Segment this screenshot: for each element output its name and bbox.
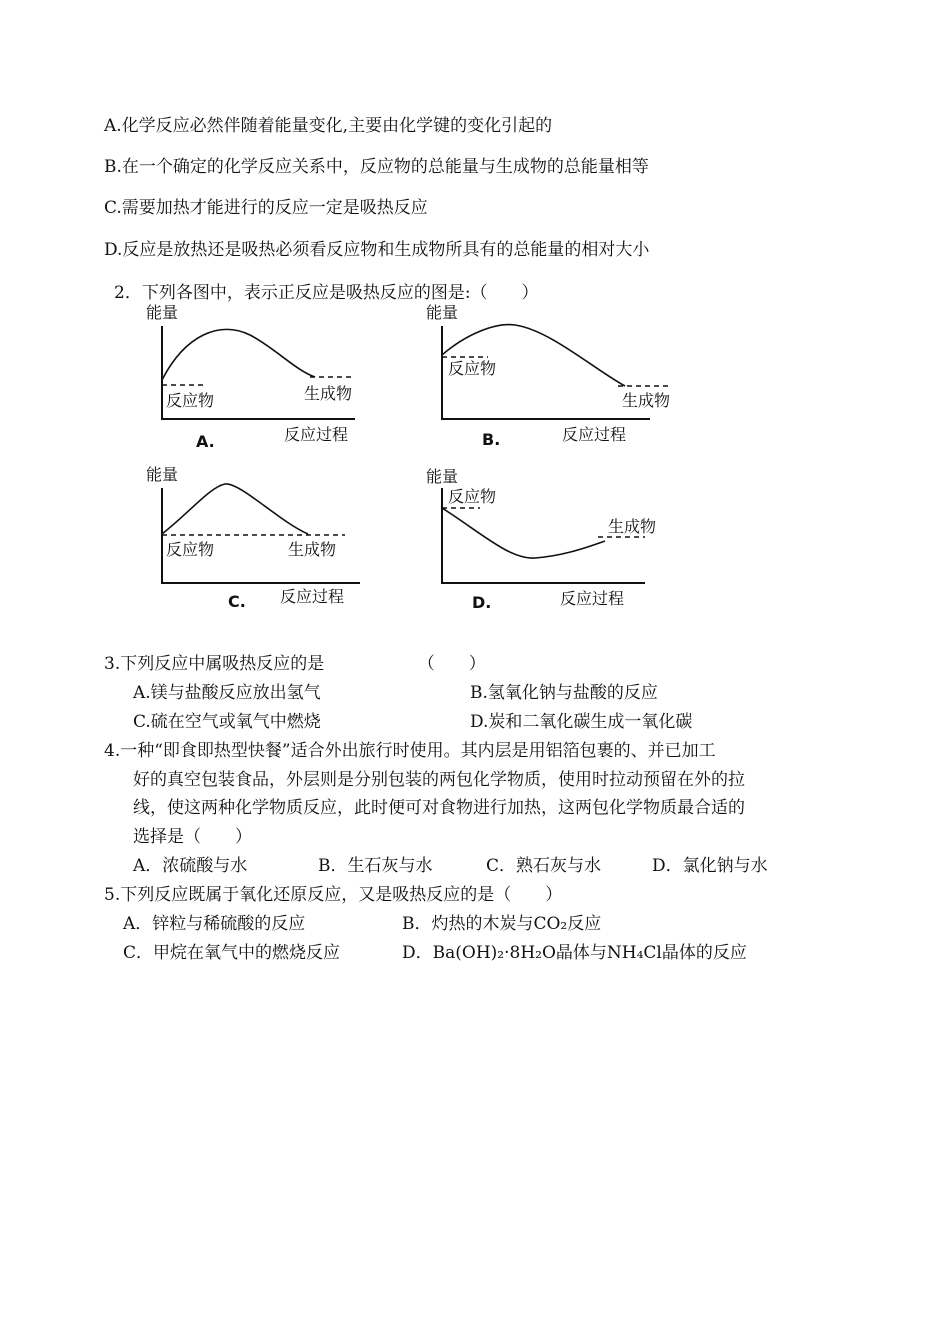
reactant-label: 反应物 (448, 359, 497, 378)
option-letter: D. (472, 593, 492, 612)
q4-line-1: 4.一种“即食即热型快餐”适合外出旅行时使用。其内层是用铝箔包裹的、并已加工 (104, 741, 716, 761)
q2-stem: 2．下列各图中，表示正反应是吸热反应的图是:（ ） (114, 283, 539, 303)
q5-stem: 5.下列反应既属于氧化还原反应，又是吸热反应的是（ ） (104, 885, 563, 905)
q1-option-b: B.在一个确定的化学反应关系中，反应物的总能量与生成物的总能量相等 (104, 157, 649, 177)
option-letter: B. (482, 430, 501, 449)
reactant-label: 反应物 (166, 540, 215, 559)
product-label: 生成物 (622, 391, 671, 410)
q1-option-d: D.反应是放热还是吸热必须看反应物和生成物所具有的总能量的相对大小 (104, 240, 650, 260)
option-letter: A. (196, 432, 215, 451)
q4-option-d: D．氯化钠与水 (652, 856, 768, 876)
q4-option-c: C．熟石灰与水 (486, 856, 602, 876)
q5-option-d: D．Ba(OH)₂·8H₂O晶体与NH₄Cl晶体的反应 (402, 943, 747, 963)
q4-option-b: B．生石灰与水 (318, 856, 433, 876)
energy-diagram-d (420, 462, 660, 627)
energy-curve (162, 484, 308, 534)
q3-option-d: D.炭和二氧化碳生成一氧化碳 (470, 712, 693, 732)
q3-stem: 3.下列反应中属吸热反应的是 （ ） (104, 654, 486, 674)
q5-option-b: B．灼热的木炭与CO₂反应 (402, 914, 602, 934)
option-letter: C. (228, 592, 246, 611)
reactant-label: 反应物 (166, 391, 215, 410)
q1-option-c: C.需要加热才能进行的反应一定是吸热反应 (104, 198, 428, 218)
product-label: 生成物 (288, 540, 337, 559)
q4-line-2: 好的真空包装食品，外层则是分别包装的两包化学物质，使用时拉动预留在外的拉 (133, 770, 745, 790)
y-axis-label: 能量 (426, 467, 459, 486)
q5-option-c: C．甲烷在氧气中的燃烧反应 (123, 943, 341, 963)
y-axis-label: 能量 (426, 303, 459, 322)
energy-diagram-c (140, 462, 380, 627)
q5-option-a: A．锌粒与稀硫酸的反应 (123, 914, 306, 934)
x-axis-label: 反应过程 (560, 589, 625, 608)
x-axis-label: 反应过程 (562, 425, 627, 444)
energy-diagram-a (140, 300, 380, 465)
x-axis-label: 反应过程 (280, 587, 345, 606)
product-label: 生成物 (608, 517, 657, 536)
q3-option-b: B.氢氧化钠与盐酸的反应 (470, 683, 658, 703)
energy-curve (162, 329, 315, 380)
q3-option-c: C.硫在空气或氧气中燃烧 (133, 712, 321, 732)
energy-diagram-b (420, 300, 671, 465)
x-axis-label: 反应过程 (284, 425, 349, 444)
y-axis-label: 能量 (146, 303, 179, 322)
energy-curve (442, 508, 605, 558)
reactant-label: 反应物 (448, 487, 497, 506)
q1-option-a: A.化学反应必然伴随着能量变化,主要由化学键的变化引起的 (104, 116, 553, 136)
q3-option-a: A.镁与盐酸反应放出氢气 (133, 683, 321, 703)
product-label: 生成物 (304, 384, 353, 403)
q4-line-4: 选择是（ ） (133, 827, 252, 847)
q4-line-3: 线，使这两种化学物质反应，此时便可对食物进行加热，这两包化学物质最合适的 (133, 798, 745, 818)
y-axis-label: 能量 (146, 465, 179, 484)
q4-option-a: A．浓硫酸与水 (133, 856, 248, 876)
